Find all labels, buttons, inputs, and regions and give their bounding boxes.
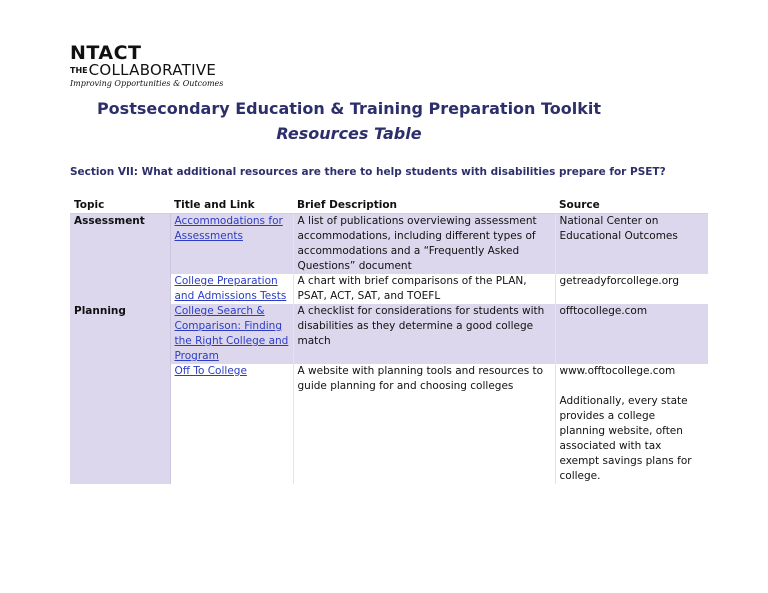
resource-description: A checklist for considerations for students with disabilities as they determine a good college match xyxy=(293,304,555,364)
resource-link[interactable]: Accommodations for Assessments xyxy=(174,215,283,242)
ntact-logo xyxy=(70,44,230,88)
table-header-row xyxy=(70,198,708,214)
resource-source: www.offtocollege.com xyxy=(559,365,676,377)
resource-link[interactable]: College Search & Comparison: Finding the Right College and Program xyxy=(174,305,289,362)
header-title-link: Title and Link xyxy=(170,198,293,214)
resource-title-cell xyxy=(170,364,293,484)
resource-description: A website with planning tools and resources to guide planning for and choosing colleges xyxy=(293,364,555,484)
logo-tagline: Improving Opportunities & Outcomes xyxy=(70,79,224,88)
logo-ntact-text: NTACT xyxy=(70,42,142,64)
resources-table xyxy=(70,198,708,484)
resource-description: A chart with brief comparisons of the PLAN, PSAT, ACT, SAT, and TOEFL xyxy=(293,274,555,304)
resource-link[interactable]: College Preparation and Admissions Tests xyxy=(174,275,287,302)
resource-source-note: Additionally, every state provides a college planning website, often associated with tax exempt savings plans for college. xyxy=(559,395,692,482)
resource-title-cell xyxy=(170,274,293,304)
header-description: Brief Description xyxy=(293,198,555,214)
topic-planning: Planning xyxy=(70,304,170,484)
resource-source: National Center on Educational Outcomes xyxy=(555,214,708,275)
table-row xyxy=(70,304,708,364)
logo-the-text: THE xyxy=(70,66,88,75)
resource-description: A list of publications overviewing assessment accommodations, including different types of accommodations and a “Frequently Asked Questions” document xyxy=(293,214,555,275)
page-subtitle: Resources Table xyxy=(276,124,422,143)
table-row xyxy=(70,214,708,275)
header-source: Source xyxy=(555,198,708,214)
header-topic: Topic xyxy=(70,198,170,214)
resource-title-cell xyxy=(170,304,293,364)
resource-source: getreadyforcollege.org xyxy=(555,274,708,304)
resource-source-cell xyxy=(555,364,708,484)
topic-assessment: Assessment xyxy=(70,214,170,305)
section-title: Section VII: What additional resources are there to help students with disabilities prepare for PSET? xyxy=(70,166,666,178)
page-title: Postsecondary Education & Training Preparation Toolkit xyxy=(96,99,602,118)
resource-link[interactable]: Off To College xyxy=(174,365,247,377)
resource-source: offtocollege.com xyxy=(555,304,708,364)
logo-collaborative-text: COLLABORATIVE xyxy=(88,61,217,79)
resource-title-cell xyxy=(170,214,293,275)
